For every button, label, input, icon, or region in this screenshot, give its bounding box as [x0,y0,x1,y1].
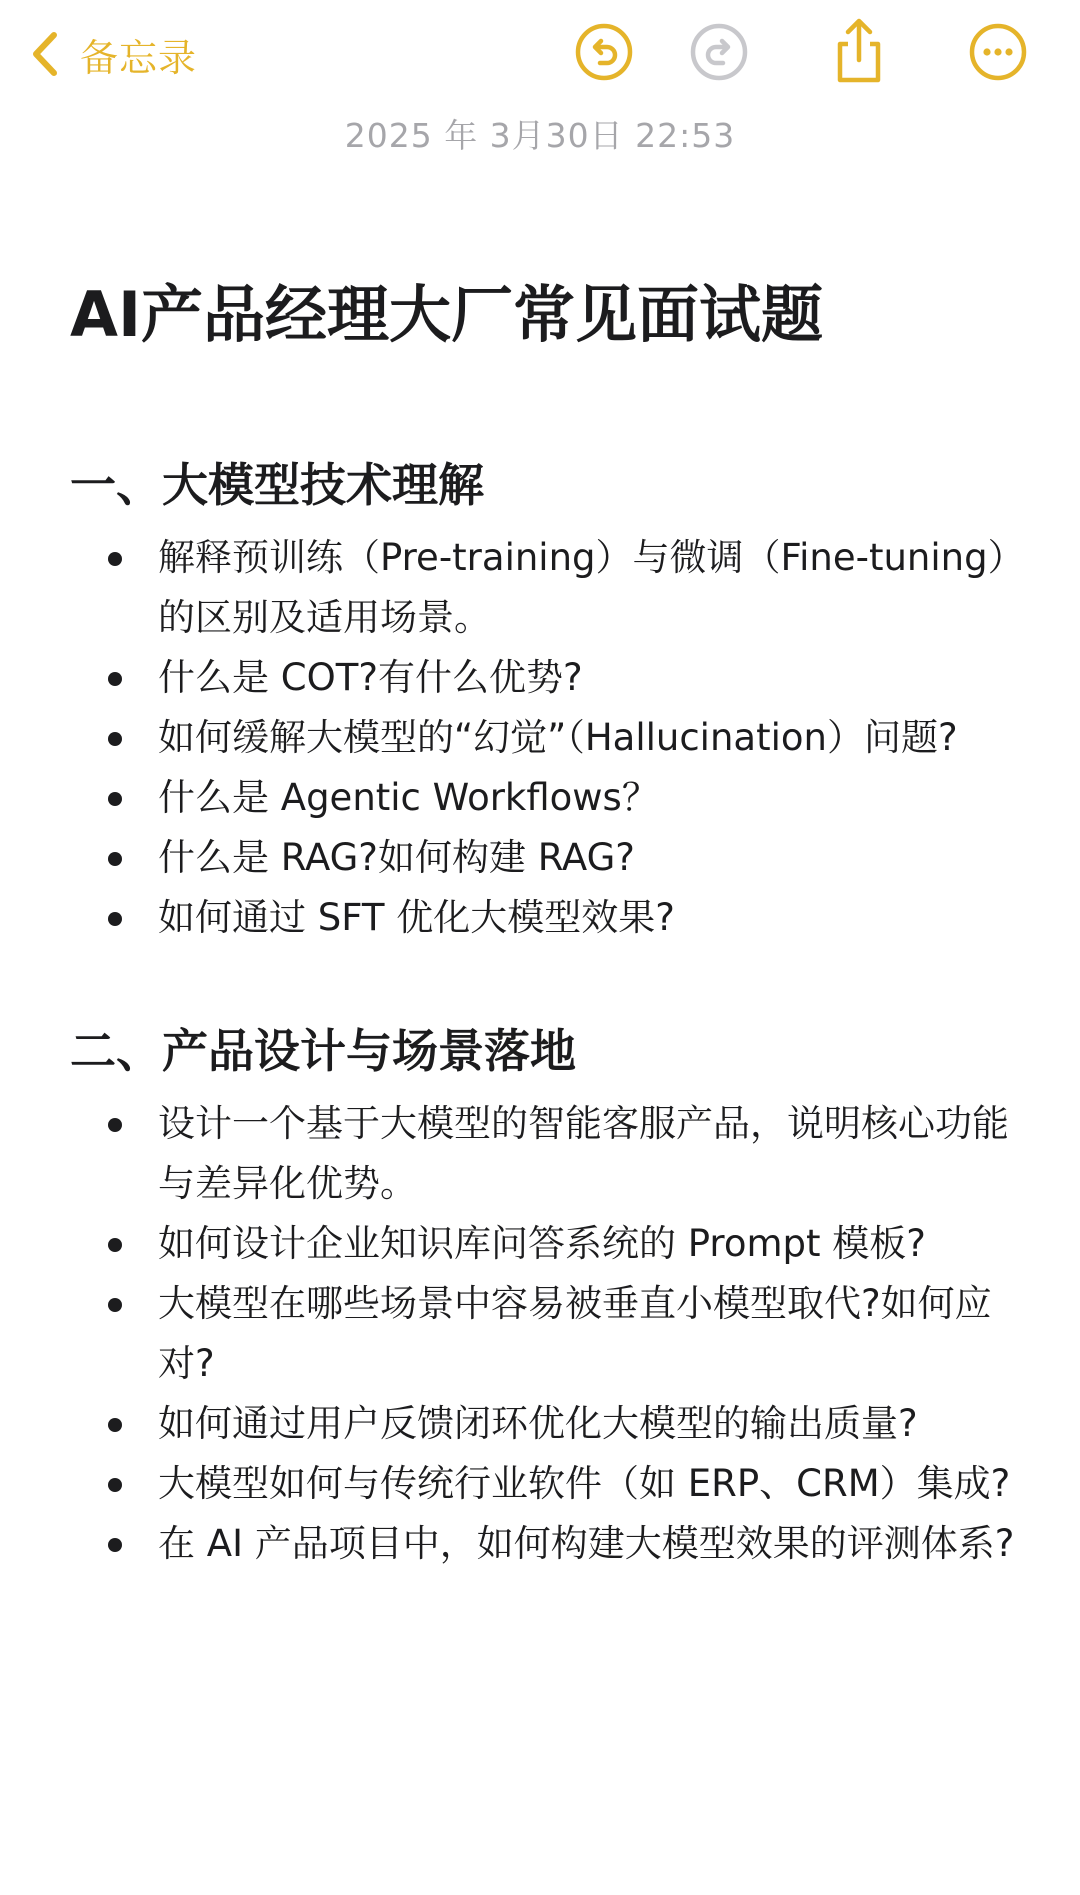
undo-icon [574,22,634,82]
section [70,1016,1030,1574]
navigation-bar [0,0,1080,110]
redo-button[interactable] [689,22,749,82]
note-body[interactable] [70,270,1030,1642]
share-icon [830,18,888,84]
list-item: 什么是 RAG?如何构建 RAG? [70,828,1016,888]
list-item: 如何设计企业知识库问答系统的 Prompt 模板? [70,1214,1016,1274]
list-item: 设计一个基于大模型的智能客服产品，说明核心功能与差异化优势。 [70,1094,1016,1214]
more-icon [968,22,1028,82]
list-item: 如何通过用户反馈闭环优化大模型的输出质量? [70,1394,1016,1454]
section-title: 一、大模型技术理解 [70,458,484,512]
list-item: 什么是 Agentic Workflows？ [70,768,1016,828]
list-item: 大模型在哪些场景中容易被垂直小模型取代?如何应对? [70,1274,1016,1394]
list-item: 如何通过 SFT 优化大模型效果? [70,888,1016,948]
list-item: 解释预训练（Pre-training）与微调（Fine-tuning）的区别及适用场景。 [70,528,1016,648]
share-button[interactable] [830,18,888,84]
back-button[interactable] [28,26,197,82]
chevron-left-icon [28,29,62,79]
section-title: 二、产品设计与场景落地 [70,1024,576,1078]
undo-button[interactable] [574,22,634,82]
bullet-list [70,528,1030,948]
more-button[interactable] [968,22,1028,82]
list-item: 如何缓解大模型的“幻觉”（Hallucination）问题? [70,708,1016,768]
note-title: AI产品经理大厂常见面试题 [70,278,824,351]
bullet-list [70,1094,1030,1574]
list-item: 在 AI 产品项目中，如何构建大模型效果的评测体系? [70,1514,1016,1574]
redo-icon [689,22,749,82]
back-label: 备忘录 [80,35,198,80]
list-item: 大模型如何与传统行业软件（如 ERP、CRM）集成? [70,1454,1016,1514]
note-date: 2025 年 3月30日 22:53 [344,116,736,155]
list-item: 什么是 COT?有什么优势? [70,648,1016,708]
section [70,450,1030,948]
